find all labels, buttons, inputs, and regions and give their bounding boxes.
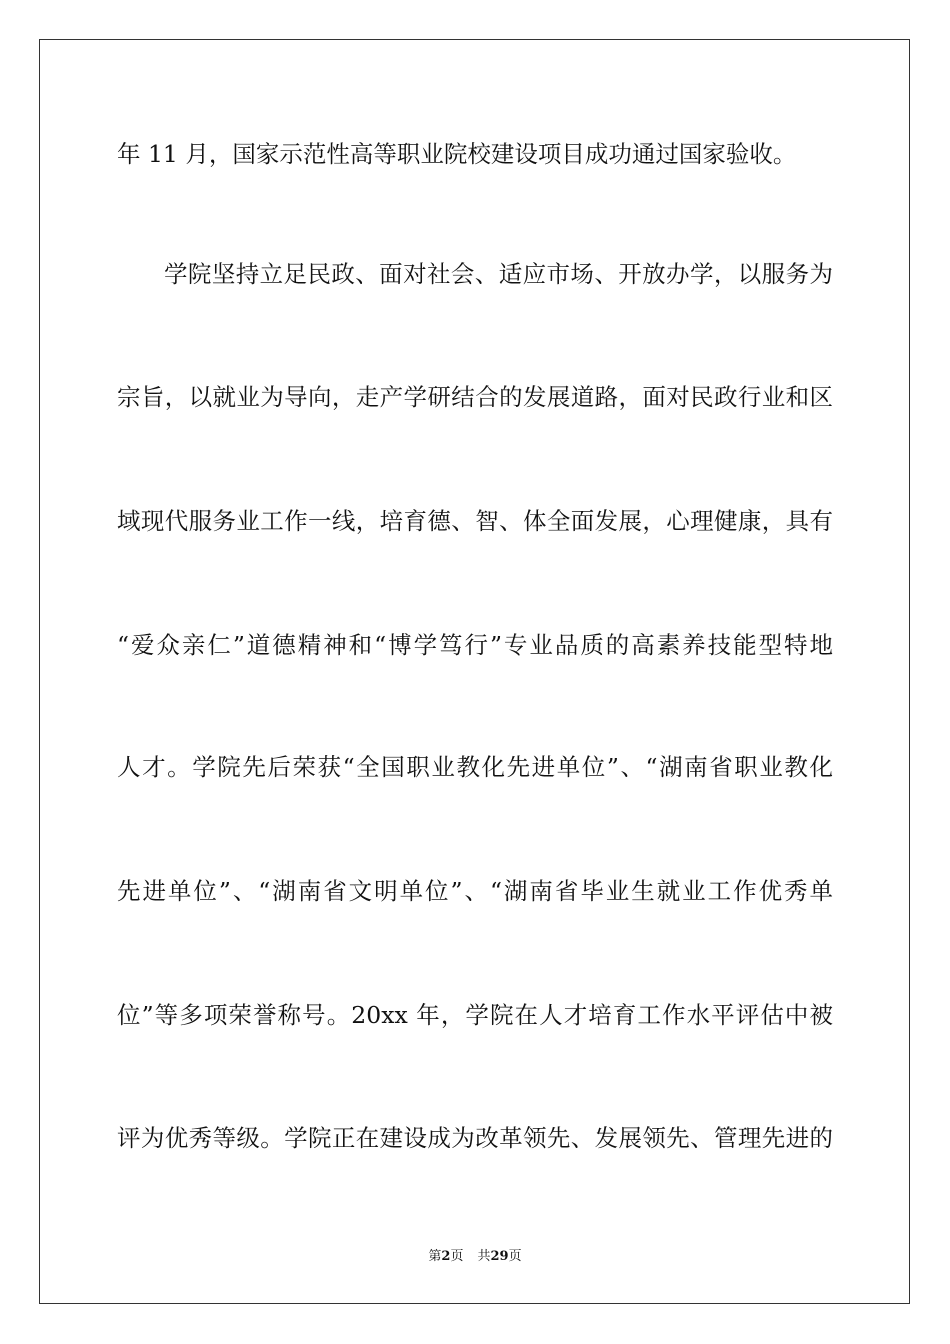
page-number: 2 — [441, 1249, 451, 1264]
text-line: 评为优秀等级。学院正在建设成为改革领先、发展领先、管理先进的 — [117, 1124, 833, 1152]
text-line: 宗旨，以就业为导向，走产学研结合的发展道路，面对民政行业和区 — [117, 383, 833, 411]
page-label-prefix: 第 — [428, 1249, 442, 1264]
page-footer — [0, 1249, 950, 1265]
page-border — [39, 39, 910, 1304]
total-label-suffix: 页 — [508, 1249, 522, 1264]
text-line: 先进单位”、“湖南省文明单位”、“湖南省毕业生就业工作优秀单 — [117, 877, 833, 905]
text-line: 位”等多项荣誉称号。20xx 年，学院在人才培育工作水平评估中被 — [117, 1001, 833, 1029]
page-label-suffix: 页 — [450, 1249, 464, 1264]
text-line: “爱众亲仁”道德精神和“博学笃行”专业品质的高素养技能型特地 — [117, 631, 833, 659]
paragraph-first-line: 学院坚持立足民政、面对社会、适应市场、开放办学，以服务为 — [164, 260, 833, 288]
total-pages: 29 — [490, 1249, 509, 1264]
text-line: 域现代服务业工作一线，培育德、智、体全面发展，心理健康，具有 — [117, 507, 833, 535]
text-line: 年 11 月，国家示范性高等职业院校建设项目成功通过国家验收。 — [117, 140, 797, 168]
total-label-prefix: 共 — [477, 1249, 491, 1264]
text-line: 人才。学院先后荣获“全国职业教化先进单位”、“湖南省职业教化 — [117, 753, 833, 781]
